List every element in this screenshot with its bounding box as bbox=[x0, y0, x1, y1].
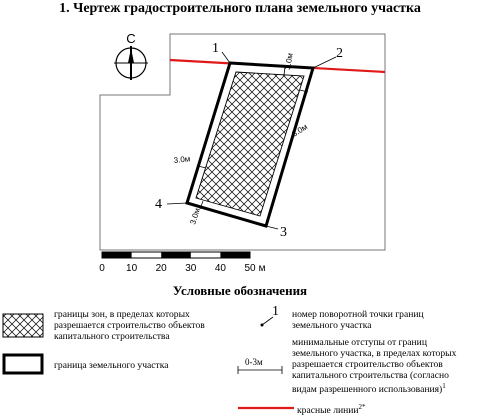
scale-tick-label: 20 bbox=[155, 263, 167, 274]
legend-setback-sup: 1 bbox=[442, 382, 446, 390]
point-number-3: 3 bbox=[280, 225, 287, 240]
legend-zone-text: границы зон, в пределах которых разрешается строительство объектов капитального строительства bbox=[54, 309, 205, 342]
point-number-1: 1 bbox=[212, 41, 219, 56]
scale-tick-label: 40 bbox=[214, 263, 226, 274]
scale-tick-label: 10 bbox=[126, 263, 138, 274]
scale-tick-label: 50 bbox=[244, 263, 256, 274]
legend-setback-body: минимальные отступы от границ земельного участка, в пределах которых разрешается строительство объектов капитального строительства (согласно видам разрешенного использования) bbox=[292, 337, 457, 396]
setback-label-top: 3.0м bbox=[283, 52, 295, 71]
legend-title: Условные обозначения bbox=[172, 283, 308, 298]
legend-parcel-swatch bbox=[4, 355, 42, 373]
scale-tick-label: 30 bbox=[185, 263, 197, 274]
scale-unit: м bbox=[258, 263, 266, 274]
point-number-4: 4 bbox=[155, 197, 162, 212]
drawing-title: 1. Чертеж градостроительного плана земельного участка bbox=[59, 1, 421, 16]
setback-label-bottom: 3.0м bbox=[188, 207, 203, 226]
setback-label-left: 3.0м bbox=[173, 154, 191, 165]
legend-red-line-sup: 2* bbox=[358, 403, 366, 411]
north-label: С bbox=[126, 31, 136, 46]
setback-label-right: 3.0м bbox=[290, 122, 310, 139]
legend-parcel-text: граница земельного участка bbox=[54, 360, 169, 371]
legend-setback-symbol-label: 0-3м bbox=[245, 357, 263, 367]
legend-zone-swatch bbox=[3, 314, 43, 337]
legend-point-text: номер поворотной точки границ земельного участка bbox=[292, 309, 424, 331]
legend-setback-text bbox=[292, 337, 470, 395]
legend-point-number: 1 bbox=[272, 304, 279, 319]
scale-tick-label: 0 bbox=[99, 263, 105, 274]
point-number-2: 2 bbox=[336, 46, 343, 61]
legend-red-line-text bbox=[297, 402, 366, 416]
legend-red-line-label: красные линии bbox=[297, 405, 359, 416]
